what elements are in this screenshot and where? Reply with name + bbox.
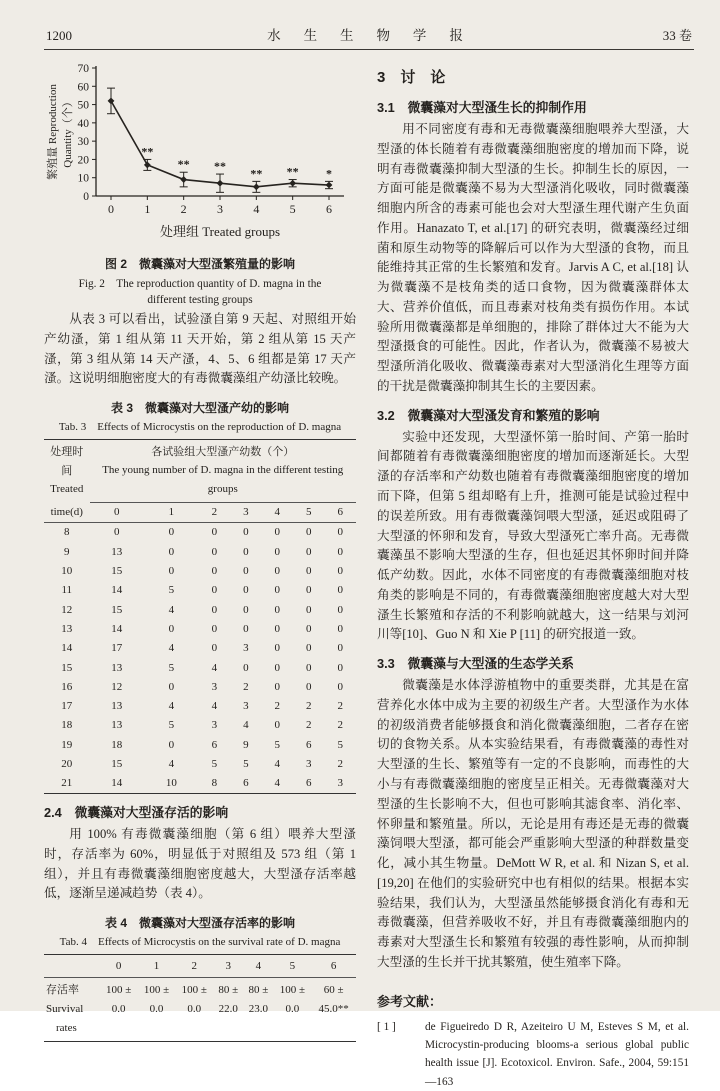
table3-cell: 3 bbox=[337, 777, 343, 790]
table3-cell: 15 bbox=[61, 661, 73, 674]
table3-cell: 17 bbox=[61, 700, 73, 713]
table3-cell: 4 bbox=[168, 757, 175, 770]
table3-cell: 0 bbox=[274, 680, 281, 693]
table4-title-en: Tab. 4 Effects of Microcystis on the survival rate of D. magna bbox=[59, 936, 341, 949]
table3-cell: 2 bbox=[243, 680, 249, 693]
table4-group-col-header: 1 bbox=[138, 955, 176, 978]
table3-span-head-zh: 各试验组大型溞产幼数（个） bbox=[151, 445, 295, 458]
table4-group-col-header: 3 bbox=[213, 955, 243, 978]
table3-cell: 9 bbox=[243, 738, 249, 751]
table3-cell: 0 bbox=[211, 642, 218, 655]
significance-marker: ** bbox=[250, 166, 263, 181]
table4-row-label-en2: rates bbox=[56, 1021, 77, 1034]
reference-text: de Figueiredo D R, Azeiteiro U M, Esteves S M, et al. Microcystin-producing blooms-a serious global public health issue [J]. Ecotoxicol. Environ. Safe., 2004, 59:151—163 bbox=[425, 1020, 689, 1088]
table3-row bbox=[44, 677, 356, 696]
table3-cell: 0 bbox=[274, 545, 281, 558]
table3-cell: 16 bbox=[61, 680, 73, 693]
paragraph-after-figure: 从表 3 可以看出，试验溞自第 9 天起、对照组开始产幼溞，第 1 组从第 11 天开始，第 2 组从第 15 天产溞，第 3 组从第 14 天产溞，4、5、6 组都是第 17 天产溞。这说明细胞密度大的有毒微囊藻组产幼溞比较晚。 bbox=[44, 312, 356, 386]
svg-text:20: 20 bbox=[77, 154, 89, 167]
table3-cell: 0 bbox=[274, 584, 281, 597]
table3-cell: 0 bbox=[274, 565, 281, 578]
table4-value-cell: 100 ± 0.0 bbox=[106, 984, 132, 1016]
table3-group-col-header: 6 bbox=[324, 502, 356, 522]
svg-text:0: 0 bbox=[108, 202, 114, 216]
svg-text:繁殖量 Reproduction: 繁殖量 Reproduction bbox=[47, 84, 59, 180]
table3-cell: 13 bbox=[111, 719, 123, 732]
table3-row bbox=[44, 581, 356, 600]
table3-cell: 5 bbox=[337, 738, 343, 751]
table3-cell: 21 bbox=[61, 777, 73, 790]
table3-cell: 13 bbox=[111, 700, 123, 713]
table3-cell: 8 bbox=[64, 526, 70, 539]
svg-text:60: 60 bbox=[77, 81, 89, 94]
reference-label: [ 1 ] bbox=[377, 1020, 396, 1033]
table4-value-cell: 80 ± 22.0 bbox=[218, 984, 239, 1016]
discussion-heading: 3 讨 论 bbox=[377, 69, 446, 86]
table3-cell: 0 bbox=[306, 565, 312, 578]
table3-cell: 2 bbox=[337, 700, 343, 713]
table3-cell: 0 bbox=[306, 680, 312, 693]
table3-cell: 4 bbox=[168, 642, 175, 655]
table3-cell: 0 bbox=[274, 661, 281, 674]
table3-cell: 6 bbox=[243, 777, 249, 790]
table3-cell: 0 bbox=[306, 526, 312, 539]
table3-cell: 0 bbox=[274, 603, 281, 616]
significance-marker: ** bbox=[177, 157, 190, 172]
table3-cell: 15 bbox=[111, 565, 123, 578]
table3-cell: 5 bbox=[168, 719, 175, 732]
table3-row bbox=[44, 600, 356, 619]
table3-cell: 5 bbox=[274, 738, 281, 751]
table3-cell: 0 bbox=[306, 545, 312, 558]
significance-marker: ** bbox=[141, 144, 154, 159]
table3-cell: 4 bbox=[274, 777, 281, 790]
two-column-content bbox=[0, 50, 720, 1091]
svg-text:1: 1 bbox=[144, 202, 151, 216]
table3-cell: 0 bbox=[243, 584, 249, 597]
table3-cell: 17 bbox=[111, 642, 123, 655]
svg-text:70: 70 bbox=[77, 63, 89, 75]
table3-cell: 9 bbox=[64, 545, 70, 558]
svg-text:40: 40 bbox=[77, 117, 89, 130]
table3-cell: 0 bbox=[243, 545, 249, 558]
table3-cell: 4 bbox=[168, 603, 175, 616]
table3-cell: 0 bbox=[243, 565, 249, 578]
table3-cell: 18 bbox=[61, 719, 73, 732]
table3-cell: 3 bbox=[211, 719, 218, 732]
significance-marker: * bbox=[326, 166, 332, 181]
svg-text:3: 3 bbox=[217, 202, 223, 216]
table3-cell: 3 bbox=[211, 680, 218, 693]
table3-cell: 0 bbox=[168, 565, 175, 578]
table3-cell: 14 bbox=[61, 642, 73, 655]
section-2-4-paragraph: 用 100% 有毒微囊藻细胞（第 6 组）喂养大型溞时，存活率为 60%，明显低于对照组及 573 组（第 1 组），并且有毒微囊藻细胞密度越大，大型溞存活率越低，逐渐呈递减趋势（表 4）。 bbox=[44, 827, 356, 901]
table3-left-head bbox=[44, 440, 90, 503]
table4-group-col-header: 5 bbox=[274, 955, 312, 978]
table3-cell: 3 bbox=[243, 642, 249, 655]
table3-title-zh: 表 3 微囊藻对大型溞产幼的影响 bbox=[110, 401, 289, 416]
table3-cell: 0 bbox=[337, 526, 343, 539]
table3-cell: 0 bbox=[168, 526, 175, 539]
table3-cell: 20 bbox=[61, 757, 73, 770]
section-3-2-paragraph: 实验中还发现，大型溞怀第一胎时间、产第一胎时间都随着有毒微囊藻细胞密度的增加而逐渐延长。大型溞的存活率和产幼数也随着有毒微囊藻细胞密度的增加而下降，但第 5 组却略有上升，推测可能是试验过程中的误差所致。用有毒微囊藻饲喂大型溞，延迟或阻碍了大型溞的怀卵和发育，导致大型溞死亡率升高。无毒微囊藻虽不影响大型溞的生存，但也延迟其怀卵时间并降低产幼数。因此，水体不同密度的有毒微囊藻细胞对枝角类的影响是不同的，有毒微囊藻细胞密度越大对大型溞生长繁殖和存活的不利影响就越大，这一结果与刘河川等[10]、Guo N 和 Xie P [11] 的研究报道一致。 bbox=[377, 429, 689, 642]
table3-cell: 5 bbox=[243, 757, 249, 770]
table3-group-col-header: 5 bbox=[293, 502, 324, 522]
table3-group-col-header: 4 bbox=[262, 502, 293, 522]
section-3-3-paragraph: 微囊藻是水体浮游植物中的重要类群，尤其是在富营养化水体中成为主要的初级生产者。大型溞作为水体的初级消费者能够摄食和消化微囊藻细胞，二者存在密切的食物关系。从本实验结果看，有毒微囊藻的毒性对大型溞的生长、繁殖等有一定的不良影响，而毒性的大小与有毒微囊藻细胞的密度呈正相关。无毒微囊藻对大型溞的生长影响不大，但也可影响其滤食率、消化率、怀卵量和繁殖量。所以，无论是用有毒还是无毒的微囊藻饲喂大型溞，都可能会严重影响大型溞的种群数量变化，减小其生物量。DeMott W R, et al. 和 Nizan S, et al.[19,20] 在他们的实验研究中也有相似的结果。根据本实验结果，我们认为，大型溞虽然能够摄食消化有毒和无毒微囊藻，但营养吸收不好，并且有毒微囊藻细胞内的毒素对大型溞生长和繁殖有较强的毒性影响，从而抑制大型溞的生长并干扰其繁殖，使生殖率下降。 bbox=[377, 678, 689, 969]
table3-cell: 0 bbox=[211, 565, 218, 578]
table3-cell: 0 bbox=[337, 584, 343, 597]
page-number: 1200 bbox=[46, 28, 72, 43]
table3-cell: 6 bbox=[306, 738, 312, 751]
table4-value-cell: 100 ± 0.0 bbox=[279, 984, 306, 1016]
table3-cell: 0 bbox=[337, 622, 343, 635]
table3-cell: 5 bbox=[168, 584, 175, 597]
table3-group-number-row bbox=[44, 502, 356, 522]
table3-cell: 18 bbox=[111, 738, 123, 751]
table3-cell: 0 bbox=[211, 622, 218, 635]
table4 bbox=[44, 954, 356, 1041]
table3-row bbox=[44, 658, 356, 677]
table3-cell: 0 bbox=[114, 526, 120, 539]
section-3-2-heading: 3.2 微囊藻对大型溞发育和繁殖的影响 bbox=[377, 407, 600, 423]
table3-cell: 0 bbox=[211, 603, 218, 616]
table3-cell: 0 bbox=[211, 545, 218, 558]
table3-cell: 10 bbox=[165, 777, 177, 790]
table3-cell: 15 bbox=[111, 603, 123, 616]
svg-text:4: 4 bbox=[253, 202, 260, 216]
table3-cell: 0 bbox=[337, 603, 343, 616]
svg-text:10: 10 bbox=[77, 172, 89, 185]
table3-cell: 2 bbox=[306, 719, 312, 732]
table3-cell: 0 bbox=[337, 642, 343, 655]
table3 bbox=[44, 439, 356, 794]
svg-text:30: 30 bbox=[77, 136, 89, 149]
section-3-1-paragraph: 用不同密度有毒和无毒微囊藻细胞喂养大型溞，大型溞的体长随着有毒微囊藻细胞密度的增加而下降，说明有毒微囊藻抑制大型溞的生长。抑制生长的原因，一方面可能是微囊藻不易为大型溞消化吸收，同时微囊藻细胞内所含的毒素可能也会对大型溞生理代谢产生负面作用。Hanazato T, et al.[17] 的研究表明，微囊藻经过细菌和原生动物等的降解后可以作为大型溞的食物，而且能维持其正常的生长繁殖和发育。Jarvis A C, et al.[18] 认为微囊藻不是枝角类的适口食物，因为微囊藻群体太大、营养价值低，而且毒素对枝角类有损伤作用。本试验所用微囊藻都是单细胞的，排除了群体过大不能为大型溞摄食的可能性。因此，作者认为，微囊藻不易被大型溞所消化吸收、微囊藻毒素对大型溞消化生理等方面的干扰是微囊藻抑制其生长的主要因素。 bbox=[377, 122, 689, 393]
table4-group-col-header: 6 bbox=[311, 955, 356, 978]
table3-cell: 13 bbox=[61, 622, 73, 635]
table3-row bbox=[44, 639, 356, 658]
table3-cell: 12 bbox=[61, 603, 73, 616]
table4-group-col-header: 0 bbox=[100, 955, 138, 978]
table4-group-col-header: 2 bbox=[175, 955, 213, 978]
figure2-caption-en-line2: different testing groups bbox=[147, 294, 253, 306]
table3-title-en: Tab. 3 Effects of Microcystis on the reproduction of D. magna bbox=[58, 421, 342, 434]
svg-text:处理组 Treated groups: 处理组 Treated groups bbox=[159, 224, 281, 239]
table3-cell: 4 bbox=[243, 719, 249, 732]
table3-cell: 0 bbox=[306, 661, 312, 674]
table3-cell: 0 bbox=[306, 622, 312, 635]
table3-row bbox=[44, 562, 356, 581]
reference-item bbox=[377, 1018, 689, 1091]
table3-cell: 2 bbox=[337, 757, 343, 770]
table3-cell: 0 bbox=[337, 661, 343, 674]
table3-cell: 0 bbox=[243, 661, 249, 674]
table3-left-head-en: Treated bbox=[50, 483, 84, 496]
table3-row bbox=[44, 697, 356, 716]
table3-row bbox=[44, 716, 356, 735]
table3-cell: 2 bbox=[337, 719, 343, 732]
table3-cell: 5 bbox=[211, 757, 218, 770]
table3-header-row1 bbox=[44, 440, 356, 503]
table3-left-head-unit: time(d) bbox=[44, 502, 90, 522]
table3-cell: 0 bbox=[337, 545, 343, 558]
table3-cell: 0 bbox=[168, 622, 175, 635]
significance-marker: ** bbox=[214, 159, 226, 174]
svg-text:5: 5 bbox=[289, 202, 296, 216]
table4-value-cell: 100 ± 0.0 bbox=[181, 984, 207, 1016]
table3-cell: 14 bbox=[111, 622, 123, 635]
figure2-caption-zh: 图 2 微囊藻对大型溞繁殖量的影响 bbox=[104, 257, 295, 271]
table4-value-cell: 60 ± 45.0** bbox=[318, 984, 349, 1016]
left-column bbox=[44, 60, 356, 1091]
table3-cell: 14 bbox=[111, 777, 123, 790]
page-header bbox=[44, 0, 694, 50]
table4-value-cell: 80 ± 23.0 bbox=[248, 984, 269, 1016]
table4-value-cell: 100 ± 0.0 bbox=[143, 984, 170, 1016]
table3-cell: 2 bbox=[306, 700, 312, 713]
table3-row bbox=[44, 542, 356, 561]
table3-span-head-en: The young number of D. magna in the different testing groups bbox=[102, 464, 344, 495]
significance-marker: ** bbox=[286, 164, 299, 179]
journal-title: 水 生 生 物 学 报 bbox=[267, 28, 468, 43]
table3-cell: 3 bbox=[306, 757, 312, 770]
table3-cell: 0 bbox=[243, 622, 249, 635]
table3-cell: 0 bbox=[274, 622, 281, 635]
table3-cell: 0 bbox=[337, 680, 343, 693]
table3-cell: 19 bbox=[61, 738, 73, 751]
table4-corner-cell bbox=[44, 955, 100, 978]
table4-group-number-row bbox=[44, 955, 356, 978]
table3-cell: 12 bbox=[111, 680, 123, 693]
table3-cell: 14 bbox=[111, 584, 123, 597]
table3-cell: 10 bbox=[61, 565, 73, 578]
table3-row bbox=[44, 619, 356, 638]
right-column bbox=[377, 60, 689, 1091]
table4-group-col-header: 4 bbox=[243, 955, 273, 978]
table3-group-col-header: 1 bbox=[144, 502, 199, 522]
table3-group-col-header: 3 bbox=[230, 502, 261, 522]
table3-cell: 0 bbox=[274, 526, 281, 539]
table3-cell: 11 bbox=[61, 584, 73, 597]
table3-row bbox=[44, 754, 356, 773]
table3-cell: 6 bbox=[306, 777, 312, 790]
table3-cell: 0 bbox=[243, 603, 249, 616]
table3-cell: 6 bbox=[211, 738, 218, 751]
table3-group-col-header: 2 bbox=[199, 502, 230, 522]
figure2-line-chart bbox=[44, 60, 356, 242]
table4-title-zh: 表 4 微囊藻对大型溞存活率的影响 bbox=[104, 916, 295, 931]
section-2-4-heading: 2.4 微囊藻对大型溞存活的影响 bbox=[44, 805, 229, 821]
section-3-3-heading: 3.3 微囊藻与大型溞的生态学关系 bbox=[377, 656, 574, 672]
table3-cell: 0 bbox=[168, 738, 175, 751]
table3-cell: 0 bbox=[243, 526, 249, 539]
volume-label: 33 卷 bbox=[662, 28, 692, 43]
svg-text:Quantity（个）: Quantity（个） bbox=[62, 96, 74, 168]
table3-cell: 5 bbox=[168, 661, 175, 674]
svg-text:50: 50 bbox=[77, 99, 89, 112]
table3-cell: 0 bbox=[306, 603, 312, 616]
table3-cell: 0 bbox=[306, 584, 312, 597]
table3-cell: 4 bbox=[211, 700, 218, 713]
table4-row-label bbox=[44, 978, 100, 1041]
svg-text:2: 2 bbox=[180, 202, 187, 216]
table4-row-label-zh: 存活率 bbox=[46, 984, 79, 997]
svg-text:6: 6 bbox=[326, 202, 332, 216]
svg-text:0: 0 bbox=[83, 191, 89, 203]
table3-cell: 4 bbox=[211, 661, 218, 674]
table3-left-head-zh: 处理时间 bbox=[50, 446, 84, 477]
table3-cell: 0 bbox=[274, 642, 281, 655]
table4-row-label-en1: Survival bbox=[46, 1003, 84, 1016]
section-3-1-heading: 3.1 微囊藻对大型溞生长的抑制作用 bbox=[377, 100, 587, 115]
table3-cell: 0 bbox=[168, 545, 175, 558]
references-heading: 参考文献： bbox=[377, 993, 443, 1009]
table3-cell: 0 bbox=[168, 680, 175, 693]
table3-cell: 0 bbox=[274, 719, 281, 732]
table3-cell: 0 bbox=[337, 565, 343, 578]
figure2-block bbox=[44, 60, 356, 306]
table3-group-col-header: 0 bbox=[90, 502, 145, 522]
table3-cell: 13 bbox=[111, 661, 123, 674]
table3-cell: 0 bbox=[306, 642, 312, 655]
table3-cell: 8 bbox=[211, 777, 218, 790]
table3-cell: 0 bbox=[211, 526, 218, 539]
table3-row bbox=[44, 774, 356, 794]
table3-row bbox=[44, 522, 356, 542]
table3-cell: 0 bbox=[211, 584, 218, 597]
table4-data-row bbox=[44, 978, 356, 1041]
table3-cell: 4 bbox=[274, 757, 281, 770]
table3-row bbox=[44, 735, 356, 754]
table3-span-head bbox=[90, 440, 356, 503]
figure2-caption-en-line1: Fig. 2 The reproduction quantity of D. magna in the bbox=[78, 278, 322, 290]
table3-cell: 4 bbox=[168, 700, 175, 713]
table3-cell: 3 bbox=[243, 700, 249, 713]
table3-cell: 2 bbox=[274, 700, 281, 713]
table3-cell: 15 bbox=[111, 757, 123, 770]
table3-cell: 13 bbox=[111, 545, 123, 558]
